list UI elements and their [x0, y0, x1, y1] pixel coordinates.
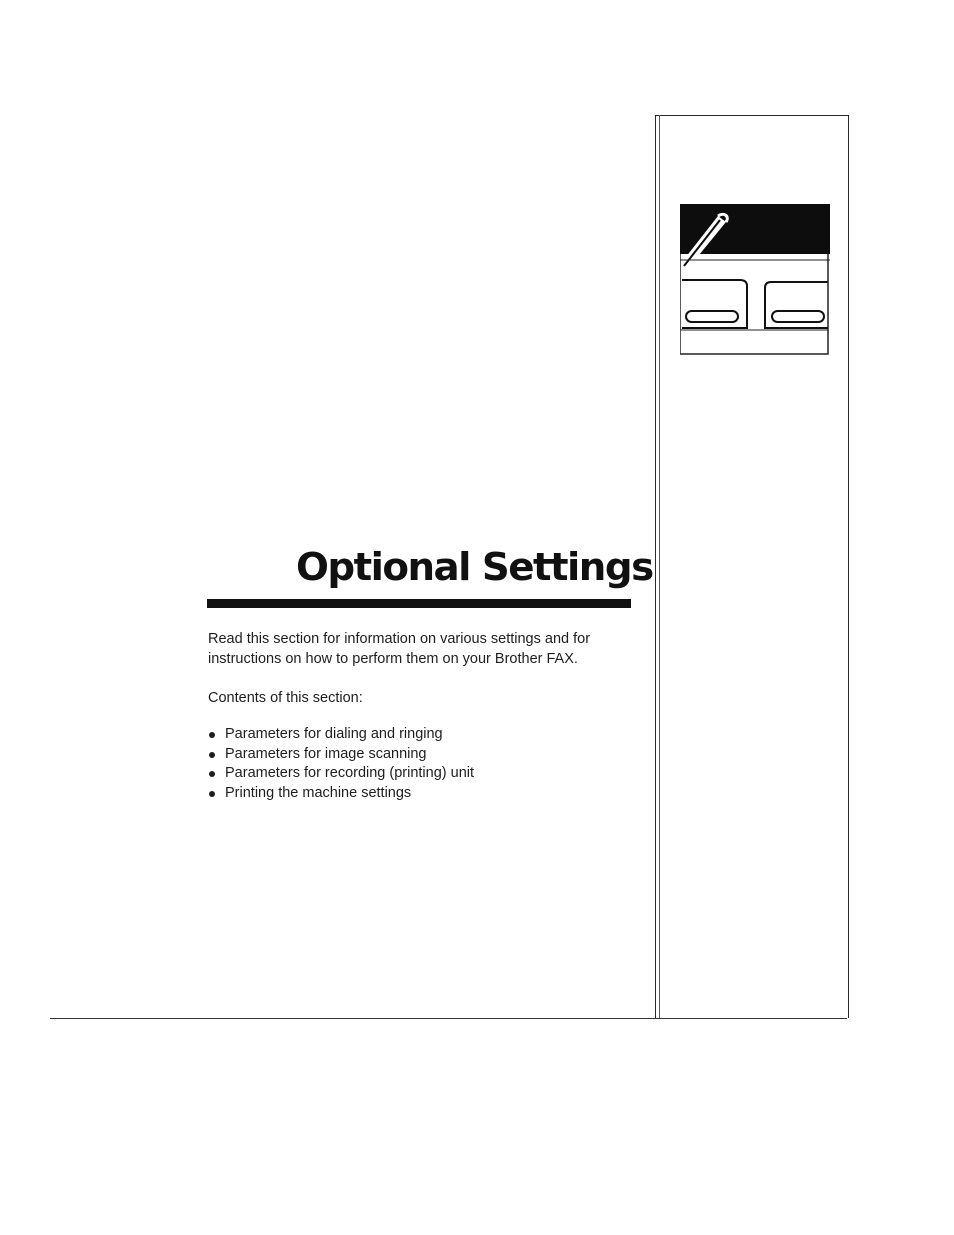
title-underline-rule [207, 599, 631, 608]
list-item-label: Printing the machine settings [225, 784, 412, 801]
list-item [208, 745, 474, 765]
list-item-label: Parameters for recording (printing) unit [225, 765, 475, 781]
list-item [208, 725, 474, 745]
list-item-label: Parameters for dialing and ringing [225, 726, 443, 742]
fax-panel-pencil-icon [680, 204, 830, 356]
list-item-label: Parameters for image scanning [225, 745, 427, 762]
contents-label: Contents of this section: [208, 690, 363, 706]
bullet-icon [209, 752, 215, 758]
tab-panel-inner-line [659, 115, 660, 1018]
contents-list [208, 725, 474, 803]
bullet-icon [209, 771, 215, 777]
intro-paragraph: Read this section for information on various settings and for instructions on how to perform them on your Brother FAX. [208, 631, 591, 667]
page-bottom-rule [50, 1018, 847, 1019]
list-item [208, 764, 474, 784]
bullet-icon [209, 791, 215, 797]
section-title: Optional Settings [296, 545, 653, 589]
bullet-icon [209, 732, 215, 738]
list-item [208, 784, 474, 804]
